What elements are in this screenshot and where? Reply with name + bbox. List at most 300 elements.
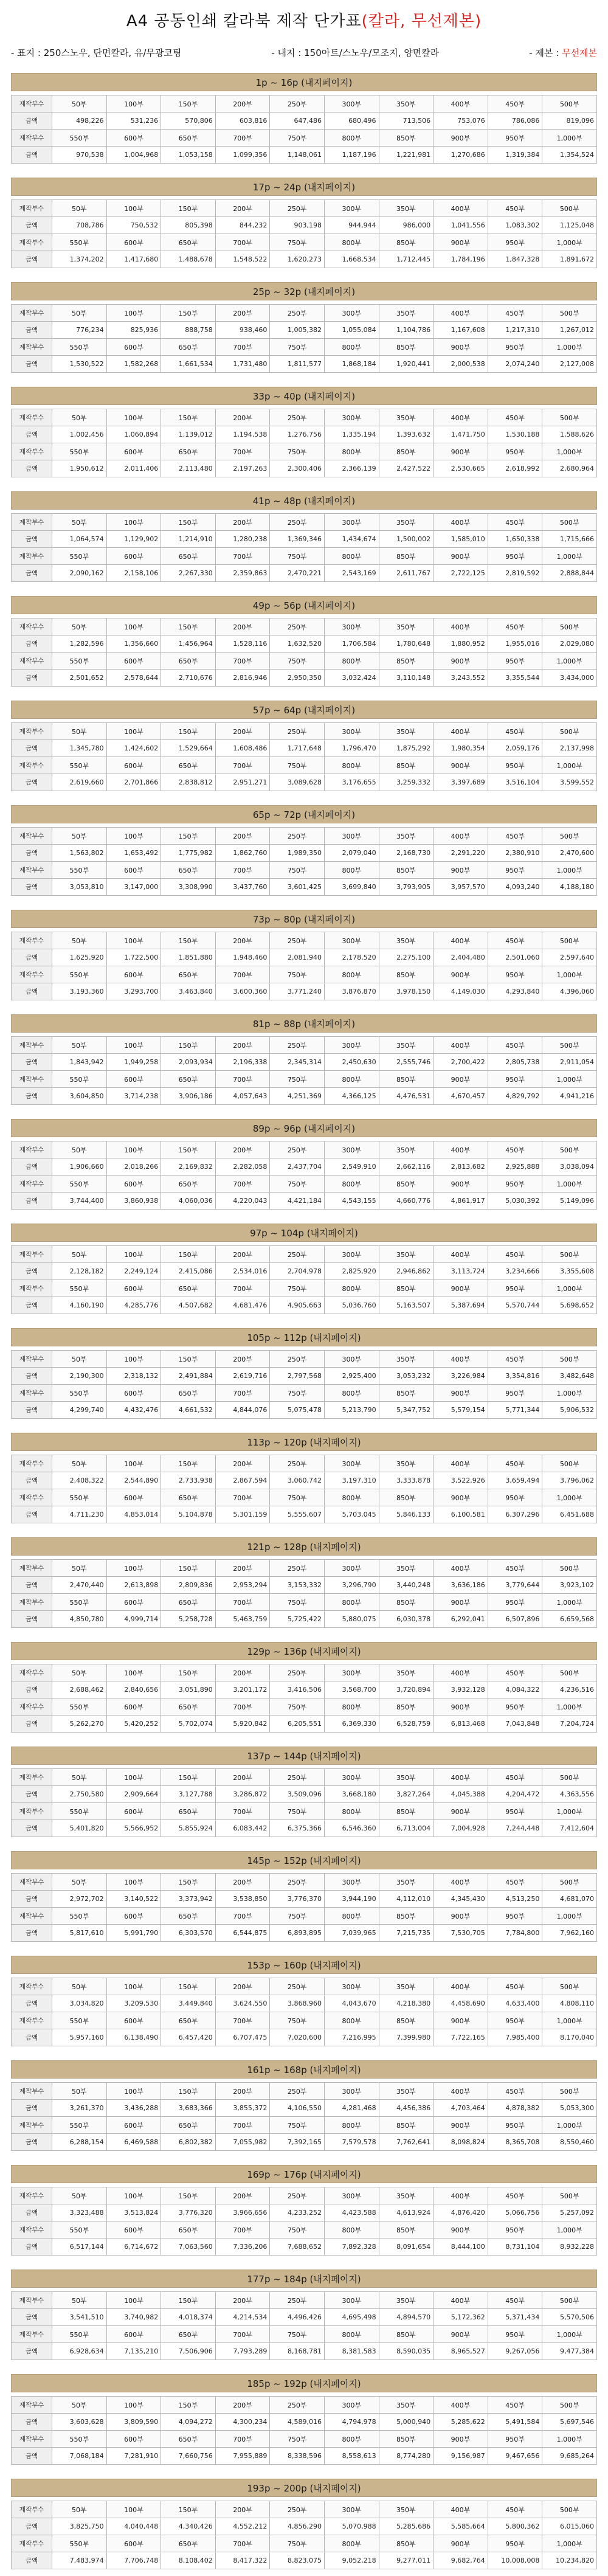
price-cell: 5,906,532 xyxy=(542,1402,597,1419)
price-cell: 3,176,655 xyxy=(324,774,379,791)
price-cell: 1,434,674 xyxy=(324,531,379,548)
price-cell: 3,293,700 xyxy=(106,983,161,1000)
price-cell: 4,703,464 xyxy=(434,2100,488,2117)
price-cell: 1,167,608 xyxy=(434,322,488,339)
price-cell: 1,530,522 xyxy=(52,356,107,373)
row-label: 금액 xyxy=(12,2100,52,2117)
quantity-cell: 100부 xyxy=(106,828,161,845)
price-cell: 7,483,974 xyxy=(52,2552,107,2569)
quantity-cell: 750부 xyxy=(270,757,325,774)
quantity-cell: 550부 xyxy=(52,1280,107,1297)
price-cell: 4,432,476 xyxy=(106,1402,161,1419)
price-cell: 6,138,490 xyxy=(106,2029,161,2046)
quantity-cell: 200부 xyxy=(215,409,270,426)
quantity-cell: 200부 xyxy=(215,2187,270,2204)
price-cell: 6,451,688 xyxy=(542,1506,597,1523)
quantity-cell: 300부 xyxy=(324,1769,379,1786)
quantity-cell: 850부 xyxy=(379,130,434,147)
price-cell: 1,811,577 xyxy=(270,356,325,373)
quantity-cell: 650부 xyxy=(161,548,216,565)
quantity-cell: 800부 xyxy=(324,1489,379,1506)
quantity-row xyxy=(12,130,597,147)
price-cell: 2,491,884 xyxy=(161,1368,216,1385)
price-cell: 4,218,380 xyxy=(379,1995,434,2012)
price-cell: 5,262,270 xyxy=(52,1716,107,1733)
quantity-cell: 600부 xyxy=(106,2117,161,2134)
row-label: 금액 xyxy=(12,1925,52,1942)
row-label: 제작부수 xyxy=(12,1594,52,1611)
quantity-cell: 800부 xyxy=(324,1803,379,1820)
quantity-cell: 50부 xyxy=(52,932,107,949)
quantity-cell: 800부 xyxy=(324,1594,379,1611)
price-cell: 4,513,250 xyxy=(488,1891,542,1908)
quantity-cell: 700부 xyxy=(215,339,270,356)
quantity-cell: 250부 xyxy=(270,618,325,635)
quantity-cell: 850부 xyxy=(379,2221,434,2238)
row-label: 제작부수 xyxy=(12,757,52,774)
price-cell: 3,373,942 xyxy=(161,1891,216,1908)
quantity-cell: 950부 xyxy=(488,1071,542,1088)
quantity-cell: 700부 xyxy=(215,1698,270,1716)
quantity-row xyxy=(12,305,597,322)
quantity-cell: 850부 xyxy=(379,234,434,251)
row-label: 제작부수 xyxy=(12,1141,52,1158)
quantity-cell: 450부 xyxy=(488,305,542,322)
quantity-cell: 800부 xyxy=(324,1071,379,1088)
price-row xyxy=(12,426,597,443)
price-cell: 8,170,040 xyxy=(542,2029,597,2046)
quantity-cell: 250부 xyxy=(270,1769,325,1786)
price-cell: 5,258,728 xyxy=(161,1611,216,1628)
row-label: 제작부수 xyxy=(12,2292,52,2309)
quantity-cell: 100부 xyxy=(106,305,161,322)
quantity-row xyxy=(12,1978,597,1995)
price-cell: 713,506 xyxy=(379,113,434,130)
quantity-cell: 850부 xyxy=(379,1071,434,1088)
quantity-cell: 650부 xyxy=(161,1594,216,1611)
price-cell: 6,100,581 xyxy=(434,1506,488,1523)
price-row xyxy=(12,983,597,1000)
price-cell: 4,552,212 xyxy=(215,2518,270,2535)
price-cell: 2,128,182 xyxy=(52,1263,107,1280)
quantity-cell: 1,000부 xyxy=(542,2535,597,2552)
quantity-cell: 250부 xyxy=(270,1351,325,1368)
quantity-cell: 800부 xyxy=(324,1385,379,1402)
row-label: 금액 xyxy=(12,460,52,477)
price-cell: 6,205,551 xyxy=(270,1716,325,1733)
section-header: 49p ~ 56p (내지페이지) xyxy=(11,596,597,614)
price-cell: 2,366,139 xyxy=(324,460,379,477)
quantity-cell: 1,000부 xyxy=(542,1385,597,1402)
quantity-cell: 1,000부 xyxy=(542,1071,597,1088)
quantity-cell: 150부 xyxy=(161,2187,216,2204)
quantity-cell: 950부 xyxy=(488,2431,542,2448)
price-table xyxy=(11,1455,597,1523)
quantity-cell: 900부 xyxy=(434,1908,488,1925)
quantity-cell: 850부 xyxy=(379,1908,434,1925)
price-cell: 1,731,480 xyxy=(215,356,270,373)
quantity-cell: 350부 xyxy=(379,95,434,113)
quantity-row xyxy=(12,95,597,113)
price-section xyxy=(11,1642,597,1739)
price-cell: 7,412,604 xyxy=(542,1820,597,1837)
section-header: 129p ~ 136p (내지페이지) xyxy=(11,1642,597,1660)
quantity-cell: 800부 xyxy=(324,2221,379,2238)
row-label: 제작부수 xyxy=(12,2083,52,2100)
price-cell: 3,051,890 xyxy=(161,1681,216,1698)
price-row xyxy=(12,356,597,373)
row-label: 금액 xyxy=(12,1088,52,1105)
quantity-cell: 400부 xyxy=(434,1874,488,1891)
price-cell: 2,018,266 xyxy=(106,1158,161,1175)
price-cell: 1,843,942 xyxy=(52,1054,107,1071)
price-cell: 7,281,910 xyxy=(106,2448,161,2465)
price-cell: 3,699,840 xyxy=(324,879,379,896)
quantity-cell: 250부 xyxy=(270,2083,325,2100)
quantity-cell: 650부 xyxy=(161,1071,216,1088)
row-label: 금액 xyxy=(12,1193,52,1210)
price-table xyxy=(11,2396,597,2465)
price-cell: 5,957,160 xyxy=(52,2029,107,2046)
price-cell: 1,194,538 xyxy=(215,426,270,443)
price-cell: 3,089,628 xyxy=(270,774,325,791)
quantity-cell: 100부 xyxy=(106,2397,161,2414)
quantity-cell: 350부 xyxy=(379,1455,434,1472)
price-cell: 4,043,670 xyxy=(324,1995,379,2012)
quantity-cell: 450부 xyxy=(488,95,542,113)
price-cell: 5,697,546 xyxy=(542,2414,597,2431)
quantity-cell: 200부 xyxy=(215,618,270,635)
quantity-row xyxy=(12,1246,597,1263)
price-cell: 3,308,990 xyxy=(161,879,216,896)
price-table xyxy=(11,827,597,896)
quantity-cell: 850부 xyxy=(379,757,434,774)
price-cell: 2,029,080 xyxy=(542,635,597,653)
quantity-cell: 400부 xyxy=(434,828,488,845)
quantity-cell: 100부 xyxy=(106,723,161,740)
quantity-cell: 50부 xyxy=(52,514,107,531)
quantity-cell: 1,000부 xyxy=(542,1280,597,1297)
price-cell: 1,980,354 xyxy=(434,740,488,757)
quantity-cell: 500부 xyxy=(542,1246,597,1263)
quantity-cell: 900부 xyxy=(434,234,488,251)
quantity-cell: 450부 xyxy=(488,1560,542,1577)
quantity-row xyxy=(12,1071,597,1088)
price-row xyxy=(12,1611,597,1628)
price-table xyxy=(11,2187,597,2256)
row-label: 금액 xyxy=(12,217,52,234)
price-cell: 8,098,824 xyxy=(434,2134,488,2151)
price-table xyxy=(11,1978,597,2046)
quantity-cell: 900부 xyxy=(434,1280,488,1297)
price-row xyxy=(12,845,597,862)
row-label: 금액 xyxy=(12,1611,52,1628)
quantity-cell: 400부 xyxy=(434,1769,488,1786)
price-cell: 2,534,016 xyxy=(215,1263,270,1280)
quantity-row xyxy=(12,2397,597,2414)
price-cell: 6,303,570 xyxy=(161,1925,216,1942)
price-cell: 9,267,056 xyxy=(488,2343,542,2360)
row-label: 제작부수 xyxy=(12,723,52,740)
price-cell: 6,292,041 xyxy=(434,1611,488,1628)
price-cell: 1,369,346 xyxy=(270,531,325,548)
quantity-cell: 50부 xyxy=(52,200,107,217)
price-cell: 3,436,288 xyxy=(106,2100,161,2117)
row-label: 금액 xyxy=(12,565,52,582)
price-cell: 2,137,998 xyxy=(542,740,597,757)
quantity-cell: 200부 xyxy=(215,1560,270,1577)
quantity-cell: 600부 xyxy=(106,862,161,879)
quantity-cell: 400부 xyxy=(434,723,488,740)
price-row xyxy=(12,2518,597,2535)
row-label: 제작부수 xyxy=(12,1246,52,1263)
quantity-cell: 350부 xyxy=(379,1037,434,1054)
row-label: 금액 xyxy=(12,1820,52,1837)
price-cell: 4,040,448 xyxy=(106,2518,161,2535)
quantity-cell: 950부 xyxy=(488,1280,542,1297)
section-header: 153p ~ 160p (내지페이지) xyxy=(11,1956,597,1974)
quantity-cell: 450부 xyxy=(488,1141,542,1158)
quantity-cell: 450부 xyxy=(488,2083,542,2100)
row-label: 금액 xyxy=(12,1786,52,1803)
quantity-cell: 300부 xyxy=(324,1455,379,1472)
quantity-cell: 150부 xyxy=(161,1455,216,1472)
price-cell: 8,731,104 xyxy=(488,2238,542,2256)
row-label: 금액 xyxy=(12,1891,52,1908)
quantity-cell: 200부 xyxy=(215,1246,270,1263)
quantity-cell: 1,000부 xyxy=(542,2221,597,2238)
quantity-cell: 450부 xyxy=(488,1664,542,1681)
price-cell: 1,187,196 xyxy=(324,147,379,164)
quantity-row xyxy=(12,234,597,251)
price-cell: 9,467,656 xyxy=(488,2448,542,2465)
price-cell: 6,546,360 xyxy=(324,1820,379,1837)
quantity-cell: 150부 xyxy=(161,2292,216,2309)
quantity-cell: 450부 xyxy=(488,828,542,845)
quantity-cell: 50부 xyxy=(52,2083,107,2100)
price-cell: 1,529,664 xyxy=(161,740,216,757)
price-row xyxy=(12,2100,597,2117)
price-row xyxy=(12,1402,597,1419)
quantity-cell: 200부 xyxy=(215,305,270,322)
price-cell: 4,057,643 xyxy=(215,1088,270,1105)
quantity-cell: 200부 xyxy=(215,514,270,531)
price-table xyxy=(11,722,597,791)
quantity-cell: 250부 xyxy=(270,200,325,217)
section-header: 57p ~ 64p (내지페이지) xyxy=(11,701,597,719)
price-cell: 8,168,781 xyxy=(270,2343,325,2360)
quantity-cell: 250부 xyxy=(270,305,325,322)
price-cell: 2,291,220 xyxy=(434,845,488,862)
price-cell: 786,086 xyxy=(488,113,542,130)
quantity-cell: 500부 xyxy=(542,828,597,845)
price-section xyxy=(11,491,597,589)
quantity-cell: 750부 xyxy=(270,1489,325,1506)
price-cell: 5,387,694 xyxy=(434,1297,488,1314)
quantity-cell: 100부 xyxy=(106,2292,161,2309)
quantity-cell: 900부 xyxy=(434,1385,488,1402)
quantity-cell: 100부 xyxy=(106,1037,161,1054)
price-cell: 2,168,730 xyxy=(379,845,434,862)
price-table xyxy=(11,1873,597,1942)
price-cell: 3,932,128 xyxy=(434,1681,488,1698)
quantity-cell: 750부 xyxy=(270,339,325,356)
price-cell: 1,424,602 xyxy=(106,740,161,757)
price-section xyxy=(11,1224,597,1321)
quantity-cell: 700부 xyxy=(215,1385,270,1402)
price-cell: 1,335,194 xyxy=(324,426,379,443)
price-cell: 6,375,366 xyxy=(270,1820,325,1837)
quantity-cell: 200부 xyxy=(215,2397,270,2414)
row-label: 제작부수 xyxy=(12,862,52,879)
price-cell: 5,285,686 xyxy=(379,2518,434,2535)
row-label: 제작부수 xyxy=(12,2326,52,2343)
quantity-row xyxy=(12,2535,597,2552)
price-section xyxy=(11,596,597,693)
quantity-cell: 750부 xyxy=(270,1385,325,1402)
price-cell: 7,985,400 xyxy=(488,2029,542,2046)
price-cell: 5,855,924 xyxy=(161,1820,216,1837)
quantity-cell: 900부 xyxy=(434,1698,488,1716)
price-cell: 2,840,656 xyxy=(106,1681,161,1698)
quantity-cell: 550부 xyxy=(52,2535,107,2552)
price-cell: 3,434,000 xyxy=(542,670,597,687)
quantity-cell: 300부 xyxy=(324,1037,379,1054)
price-cell: 844,232 xyxy=(215,217,270,234)
price-cell: 680,496 xyxy=(324,113,379,130)
price-cell: 3,603,628 xyxy=(52,2414,107,2431)
price-section xyxy=(11,73,597,170)
price-cell: 1,868,184 xyxy=(324,356,379,373)
quantity-cell: 750부 xyxy=(270,2012,325,2029)
price-cell: 7,955,889 xyxy=(215,2448,270,2465)
row-label: 금액 xyxy=(12,426,52,443)
quantity-cell: 1,000부 xyxy=(542,966,597,983)
price-cell: 3,516,104 xyxy=(488,774,542,791)
section-header: 193p ~ 200p (내지페이지) xyxy=(11,2479,597,2497)
price-cell: 570,806 xyxy=(161,113,216,130)
price-row xyxy=(12,740,597,757)
row-label: 제작부수 xyxy=(12,1071,52,1088)
quantity-cell: 950부 xyxy=(488,2012,542,2029)
price-row xyxy=(12,670,597,687)
row-label: 제작부수 xyxy=(12,2501,52,2518)
price-cell: 3,876,870 xyxy=(324,983,379,1000)
price-cell: 4,300,234 xyxy=(215,2414,270,2431)
quantity-row xyxy=(12,1175,597,1193)
quantity-cell: 450부 xyxy=(488,1978,542,1995)
price-cell: 3,793,905 xyxy=(379,879,434,896)
quantity-cell: 850부 xyxy=(379,2431,434,2448)
quantity-cell: 100부 xyxy=(106,1351,161,1368)
price-cell: 5,053,300 xyxy=(542,2100,597,2117)
quantity-cell: 150부 xyxy=(161,1769,216,1786)
binding-label: - 제본 : xyxy=(529,47,559,58)
quantity-cell: 50부 xyxy=(52,1351,107,1368)
quantity-cell: 900부 xyxy=(434,1803,488,1820)
spec-info-bar xyxy=(0,39,608,66)
price-cell: 1,668,534 xyxy=(324,251,379,268)
quantity-cell: 300부 xyxy=(324,514,379,531)
price-cell: 1,374,202 xyxy=(52,251,107,268)
quantity-cell: 250부 xyxy=(270,2397,325,2414)
price-table xyxy=(11,1245,597,1314)
quantity-cell: 850부 xyxy=(379,2117,434,2134)
price-cell: 3,659,494 xyxy=(488,1472,542,1489)
quantity-cell: 50부 xyxy=(52,2187,107,2204)
quantity-cell: 600부 xyxy=(106,2535,161,2552)
section-header: 105p ~ 112p (내지페이지) xyxy=(11,1328,597,1346)
quantity-cell: 600부 xyxy=(106,443,161,460)
price-cell: 1,875,292 xyxy=(379,740,434,757)
price-cell: 1,083,302 xyxy=(488,217,542,234)
quantity-cell: 400부 xyxy=(434,618,488,635)
quantity-cell: 550부 xyxy=(52,1698,107,1716)
price-cell: 4,236,516 xyxy=(542,1681,597,1698)
price-cell: 7,135,210 xyxy=(106,2343,161,2360)
quantity-cell: 950부 xyxy=(488,1385,542,1402)
section-header: 185p ~ 192p (내지페이지) xyxy=(11,2374,597,2392)
price-cell: 1,345,780 xyxy=(52,740,107,757)
price-cell: 3,668,180 xyxy=(324,1786,379,1803)
price-cell: 2,911,054 xyxy=(542,1054,597,1071)
quantity-cell: 800부 xyxy=(324,2326,379,2343)
quantity-cell: 150부 xyxy=(161,1560,216,1577)
price-cell: 2,470,600 xyxy=(542,845,597,862)
section-header: 145p ~ 152p (내지페이지) xyxy=(11,1851,597,1869)
quantity-cell: 500부 xyxy=(542,2187,597,2204)
price-cell: 2,501,060 xyxy=(488,949,542,966)
quantity-cell: 350부 xyxy=(379,1141,434,1158)
price-cell: 2,704,978 xyxy=(270,1263,325,1280)
quantity-cell: 1,000부 xyxy=(542,2431,597,2448)
price-cell: 3,449,840 xyxy=(161,1995,216,2012)
price-cell: 5,566,952 xyxy=(106,1820,161,1837)
price-cell: 7,706,748 xyxy=(106,2552,161,2569)
price-cell: 4,507,682 xyxy=(161,1297,216,1314)
quantity-cell: 300부 xyxy=(324,2292,379,2309)
quantity-cell: 900부 xyxy=(434,2535,488,2552)
quantity-cell: 800부 xyxy=(324,234,379,251)
price-table xyxy=(11,1350,597,1419)
quantity-cell: 400부 xyxy=(434,1351,488,1368)
quantity-row xyxy=(12,757,597,774)
price-cell: 1,989,350 xyxy=(270,845,325,862)
price-cell: 2,178,520 xyxy=(324,949,379,966)
quantity-cell: 100부 xyxy=(106,1664,161,1681)
quantity-cell: 850부 xyxy=(379,1698,434,1716)
price-cell: 888,758 xyxy=(161,322,216,339)
quantity-cell: 850부 xyxy=(379,339,434,356)
quantity-cell: 450부 xyxy=(488,409,542,426)
price-cell: 2,951,271 xyxy=(215,774,270,791)
quantity-cell: 950부 xyxy=(488,2221,542,2238)
price-cell: 2,380,910 xyxy=(488,845,542,862)
price-cell: 5,920,842 xyxy=(215,1716,270,1733)
quantity-cell: 300부 xyxy=(324,1978,379,1995)
price-cell: 9,477,384 xyxy=(542,2343,597,2360)
price-row xyxy=(12,2134,597,2151)
price-cell: 3,779,644 xyxy=(488,1577,542,1594)
section-header: 17p ~ 24p (내지페이지) xyxy=(11,178,597,196)
quantity-cell: 850부 xyxy=(379,2326,434,2343)
quantity-cell: 350부 xyxy=(379,1664,434,1681)
price-cell: 4,220,043 xyxy=(215,1193,270,1210)
price-cell: 3,513,824 xyxy=(106,2204,161,2221)
price-row xyxy=(12,2029,597,2046)
price-row xyxy=(12,217,597,234)
price-cell: 6,713,004 xyxy=(379,1820,434,1837)
